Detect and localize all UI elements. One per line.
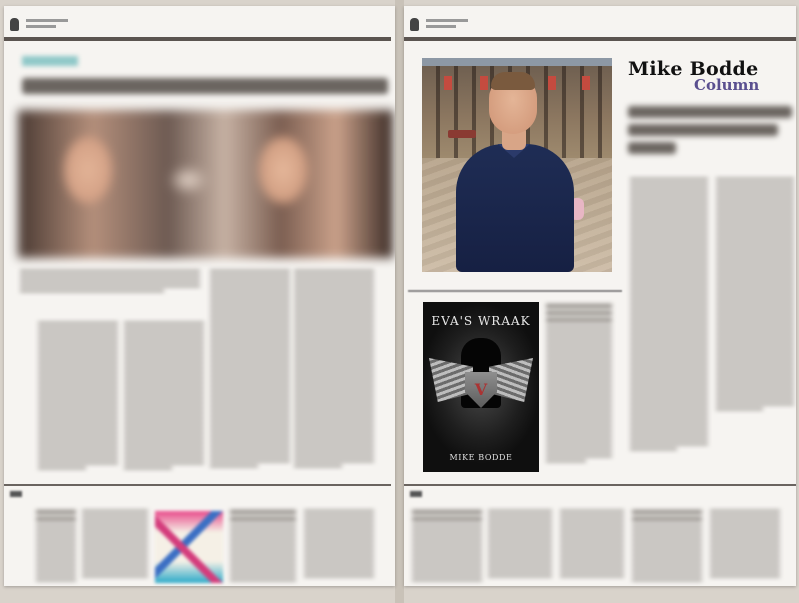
- bottom-text-column: [560, 510, 624, 580]
- book-teaser-text: [546, 304, 612, 465]
- column-headline: [628, 142, 676, 154]
- page-marker-icon: [10, 18, 19, 31]
- bottom-teaser-heading: [412, 510, 482, 584]
- bottom-text-column: [82, 510, 148, 580]
- page-rule: [404, 37, 796, 41]
- text-column: [294, 270, 374, 470]
- text-column: [210, 270, 290, 470]
- column-text: [716, 178, 794, 413]
- emblem-letter: V: [474, 380, 488, 399]
- right-page: [404, 6, 796, 586]
- person-figure: [456, 144, 574, 272]
- bottom-text-column: [710, 510, 780, 580]
- bottom-teaser-heading: [230, 510, 296, 584]
- intro-paragraph: [20, 270, 200, 295]
- book-title: EVA'S WRAAK: [431, 314, 531, 328]
- section-label: [10, 491, 22, 497]
- page-header-right: [404, 16, 796, 38]
- header-line: [426, 19, 468, 22]
- column-headline: [628, 124, 778, 136]
- bottom-teaser-heading: [632, 510, 702, 584]
- text-column: [124, 322, 204, 472]
- header-line: [26, 19, 68, 22]
- header-line: [26, 25, 56, 28]
- column-label: Column: [694, 76, 760, 94]
- author-portrait-photo: [422, 58, 612, 272]
- section-label: [410, 491, 422, 497]
- bottom-advertisement: [155, 511, 223, 583]
- bottom-teaser-heading: [36, 510, 76, 584]
- page-marker-icon: [410, 18, 419, 31]
- column-author-name: Mike Bodde: [628, 58, 759, 80]
- left-page: [4, 6, 395, 586]
- book-author: MIKE BODDE: [449, 453, 513, 462]
- header-line: [426, 25, 456, 28]
- article-headline: [22, 78, 388, 94]
- column-text: [630, 178, 708, 453]
- page-header-left: [4, 16, 395, 38]
- spread-gutter: [395, 0, 404, 603]
- column-headline: [628, 106, 792, 118]
- category-tag: [22, 56, 78, 66]
- column-divider: [408, 290, 622, 292]
- bottom-text-column: [488, 510, 552, 580]
- bottom-text-column: [304, 510, 374, 580]
- text-column: [38, 322, 118, 472]
- article-photo: [18, 110, 393, 258]
- section-rule: [404, 484, 796, 486]
- section-rule: [4, 484, 391, 486]
- book-cover: [423, 302, 539, 472]
- page-rule: [4, 37, 391, 41]
